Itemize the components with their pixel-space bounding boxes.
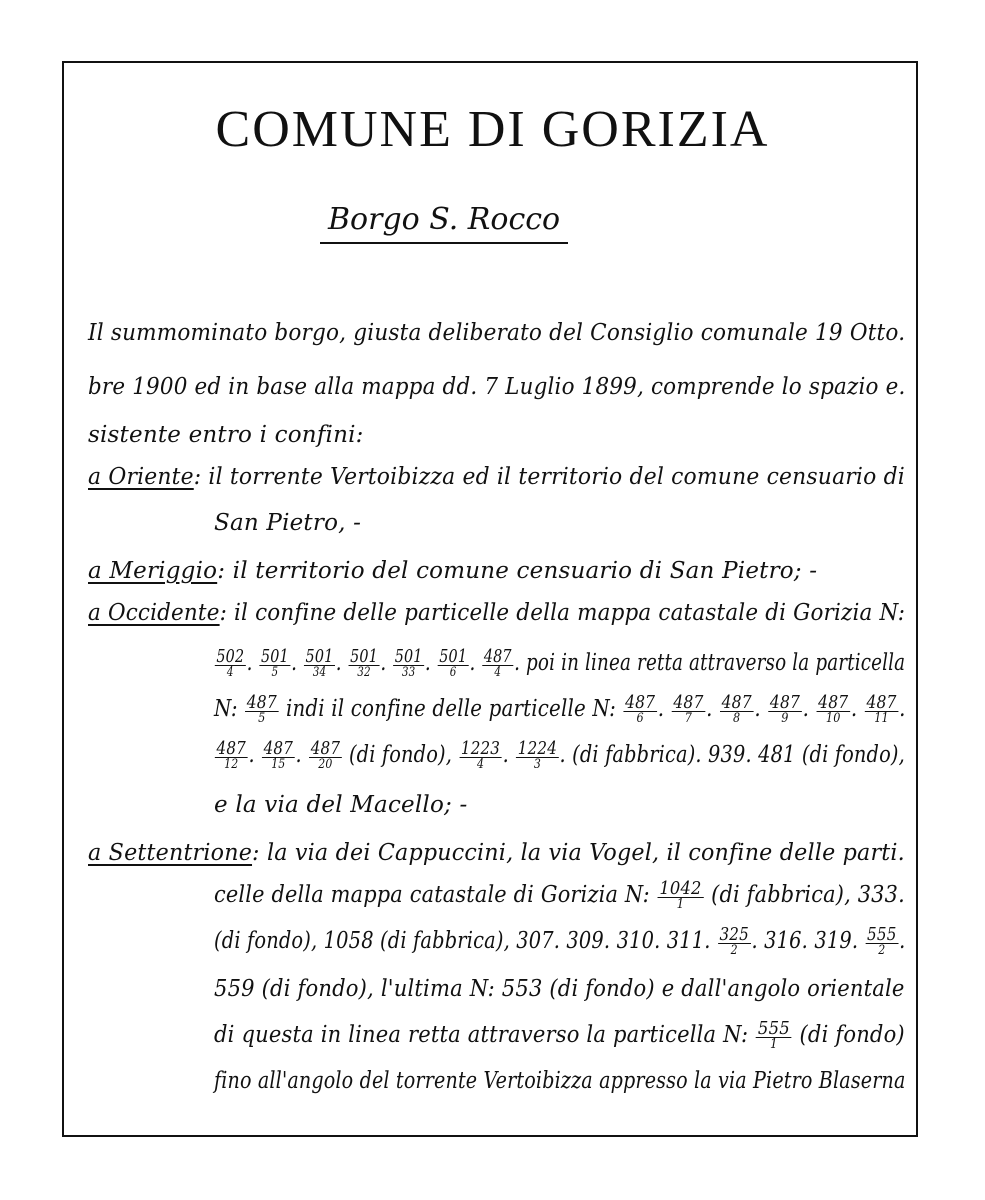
fraction-num: 487 (483, 645, 512, 667)
fraction-den: 6 (636, 710, 644, 726)
meriggio-line-1 (88, 556, 817, 586)
fraction-den: 10 (825, 710, 841, 726)
settentrione-line-1 (88, 838, 905, 868)
fraction-den: 33 (401, 664, 416, 680)
parcel-fraction (393, 645, 424, 680)
fraction-den: 1 (676, 896, 685, 912)
settentrione-line-2 (214, 877, 905, 912)
fraction-num: 487 (818, 691, 849, 713)
fraction-den: 9 (781, 710, 789, 726)
settentrione-line-6: fino all'angolo del torrente Vertoibizza appresso la via Pietro Blaserna (214, 1068, 906, 1094)
fraction-den: 12 (224, 756, 239, 772)
occidente-text: : il confine delle particelle della mappa catastale di Gorizia N: (219, 600, 906, 626)
parcel-fraction (349, 645, 380, 680)
parcel-fraction (623, 691, 657, 726)
fraction-den: 4 (226, 664, 234, 680)
fraction-den: 4 (476, 756, 485, 772)
occidente-line-3-mid: indi il confine delle particelle N: (285, 696, 617, 722)
fraction-num: 487 (673, 691, 704, 713)
occidente-line-1 (88, 598, 905, 628)
fraction-den: 5 (271, 664, 279, 680)
fraction-den: 15 (271, 756, 286, 772)
parcel-fraction (262, 737, 295, 772)
fraction-den: 11 (874, 710, 889, 726)
fraction-num: 555 (867, 923, 897, 945)
parcel-fraction (245, 691, 279, 726)
fraction-den: 5 (258, 710, 266, 726)
occidente-line-4: $\frac{487}{12}$ . $\frac{487}{15}$ . $\frac{487}{20}$ (di fondo), $\frac{1223}{4}$ . $\frac{1224}{3}$ . (di fabbrica). 939. 481 (di fondo), (216, 737, 905, 772)
parcel-fraction (459, 737, 502, 772)
parcel-fraction (658, 877, 704, 912)
fraction-den: 2 (878, 942, 886, 958)
parcel-fraction (768, 691, 802, 726)
fraction-num: 501 (439, 645, 468, 667)
fraction-den: 6 (449, 664, 457, 680)
parcel-fraction (438, 645, 469, 680)
fraction-num: 487 (625, 691, 656, 713)
settentrione-line-3-b: 316. 319. (764, 928, 859, 954)
fraction-num: 1223 (460, 737, 501, 759)
fraction-num: 501 (305, 645, 334, 667)
parcel-fraction (482, 645, 513, 680)
occidente-line-2-text: poi in linea retta attraverso la particella (526, 650, 906, 676)
parcel-fraction (718, 923, 751, 958)
fraction-num: 502 (216, 645, 245, 667)
fraction-num: 487 (769, 691, 801, 713)
fraction-num: 501 (260, 645, 289, 667)
settentrione-line-2-a: celle della mappa catastale di Gorizia N: (214, 882, 650, 908)
settentrione-line-2-b: (di fabbrica), 333. (711, 882, 905, 908)
occidente-line-2: $\frac{502}{4}$ . $\frac{501}{5}$ . $\frac{501}{34}$ . $\frac{501}{32}$ . $\frac{501}{33}$ . $\frac{501}{6}$ . $\frac{487}{4}$ . poi in linea retta attraverso la particella (216, 645, 906, 680)
fraction-den: 4 (494, 664, 502, 680)
settentrione-line-5-a: di questa in linea retta attraverso la particella N: (214, 1022, 749, 1048)
parcel-fraction (304, 645, 335, 680)
fraction-den: 7 (684, 710, 693, 726)
meriggio-text: : il territorio del comune censuario di San Pietro; - (217, 558, 818, 584)
fraction-num: 487 (866, 691, 897, 713)
parcel-fraction (865, 923, 898, 958)
occidente-line-3: N: $\frac{487}{5}$ indi il confine delle particelle N: $\frac{487}{6}$ . $\frac{487}{7}$ . $\frac{487}{8}$ . $\frac{487}{9}$ . $\frac{487}{10}$ . $\frac{487}{11}$ . (214, 691, 906, 726)
oriente-label: a Oriente (88, 464, 194, 490)
settentrione-text: : la via dei Cappuccini, la via Vogel, il confine delle parti. (252, 840, 905, 866)
fraction-num: 501 (394, 645, 423, 667)
fraction-num: 487 (721, 691, 752, 713)
settentrione-line-5-b: (di fondo) (799, 1022, 905, 1048)
parcel-fraction (720, 691, 754, 726)
document-subtitle: Borgo S. Rocco (320, 200, 568, 244)
fraction-num: 487 (263, 737, 294, 759)
fraction-num: 325 (719, 923, 749, 945)
parcel-fraction (215, 645, 246, 680)
fraction-den: 1 (770, 1036, 778, 1052)
settentrione-label: a Settentrione (88, 840, 253, 866)
fraction-num: 487 (246, 691, 277, 713)
fraction-num: 487 (310, 737, 341, 759)
fraction-den: 2 (730, 942, 738, 958)
parcel-fraction (865, 691, 899, 726)
parcel-fraction (309, 737, 342, 772)
occidente-line-4-text-1: (di fondo), (348, 742, 453, 768)
parcel-fraction (516, 737, 559, 772)
fraction-den: 32 (357, 664, 371, 680)
fraction-den: 34 (312, 664, 327, 680)
parcel-fraction (259, 645, 290, 680)
fraction-num: 1042 (659, 877, 702, 899)
occidente-line-3-start: N: (214, 696, 238, 722)
parcel-fraction (816, 691, 850, 726)
fraction-num: 487 (216, 737, 246, 759)
intro-line-1: Il summominato borgo, giusta deliberato del Consiglio comunale 19 Otto. (88, 320, 906, 346)
intro-line-2: bre 1900 ed in base alla mappa dd. 7 Luglio 1899, comprende lo spazio e. (88, 374, 906, 400)
parcel-fraction (215, 737, 248, 772)
fraction-num: 501 (350, 645, 378, 667)
fraction-num: 1224 (517, 737, 557, 759)
parcel-fraction (756, 1017, 792, 1052)
settentrione-line-4: 559 (di fondo), l'ultima N: 553 (di fondo) e dall'angolo orientale (214, 976, 905, 1002)
settentrione-line-3-a: (di fondo), 1058 (di fabbrica), 307. 309. 310. 311. (214, 928, 711, 954)
oriente-line-2: San Pietro, - (214, 510, 362, 536)
oriente-text: : il torrente Vertoibizza ed il territorio del comune censuario di (193, 464, 905, 490)
fraction-den: 20 (318, 756, 333, 772)
occidente-line-4-text-2: (di fabbrica). 939. 481 (di fondo), (572, 742, 905, 768)
parcel-fraction (672, 691, 706, 726)
settentrione-line-5 (214, 1017, 905, 1052)
meriggio-label: a Meriggio (88, 558, 218, 584)
intro-line-3: sistente entro i confini: (88, 422, 364, 448)
fraction-den: 8 (733, 710, 741, 726)
occidente-line-5: e la via del Macello; - (214, 792, 468, 818)
settentrione-line-3: (di fondo), 1058 (di fabbrica), 307. 309. 310. 311. $\frac{325}{2}$ . 316. 319. $\frac{555}{2}$ . (214, 923, 906, 958)
fraction-num: 555 (757, 1017, 790, 1039)
document-title: COMUNE DI GORIZIA (215, 101, 770, 158)
fraction-den: 3 (533, 756, 541, 772)
oriente-line-1 (88, 462, 905, 492)
occidente-label: a Occidente (88, 600, 220, 626)
